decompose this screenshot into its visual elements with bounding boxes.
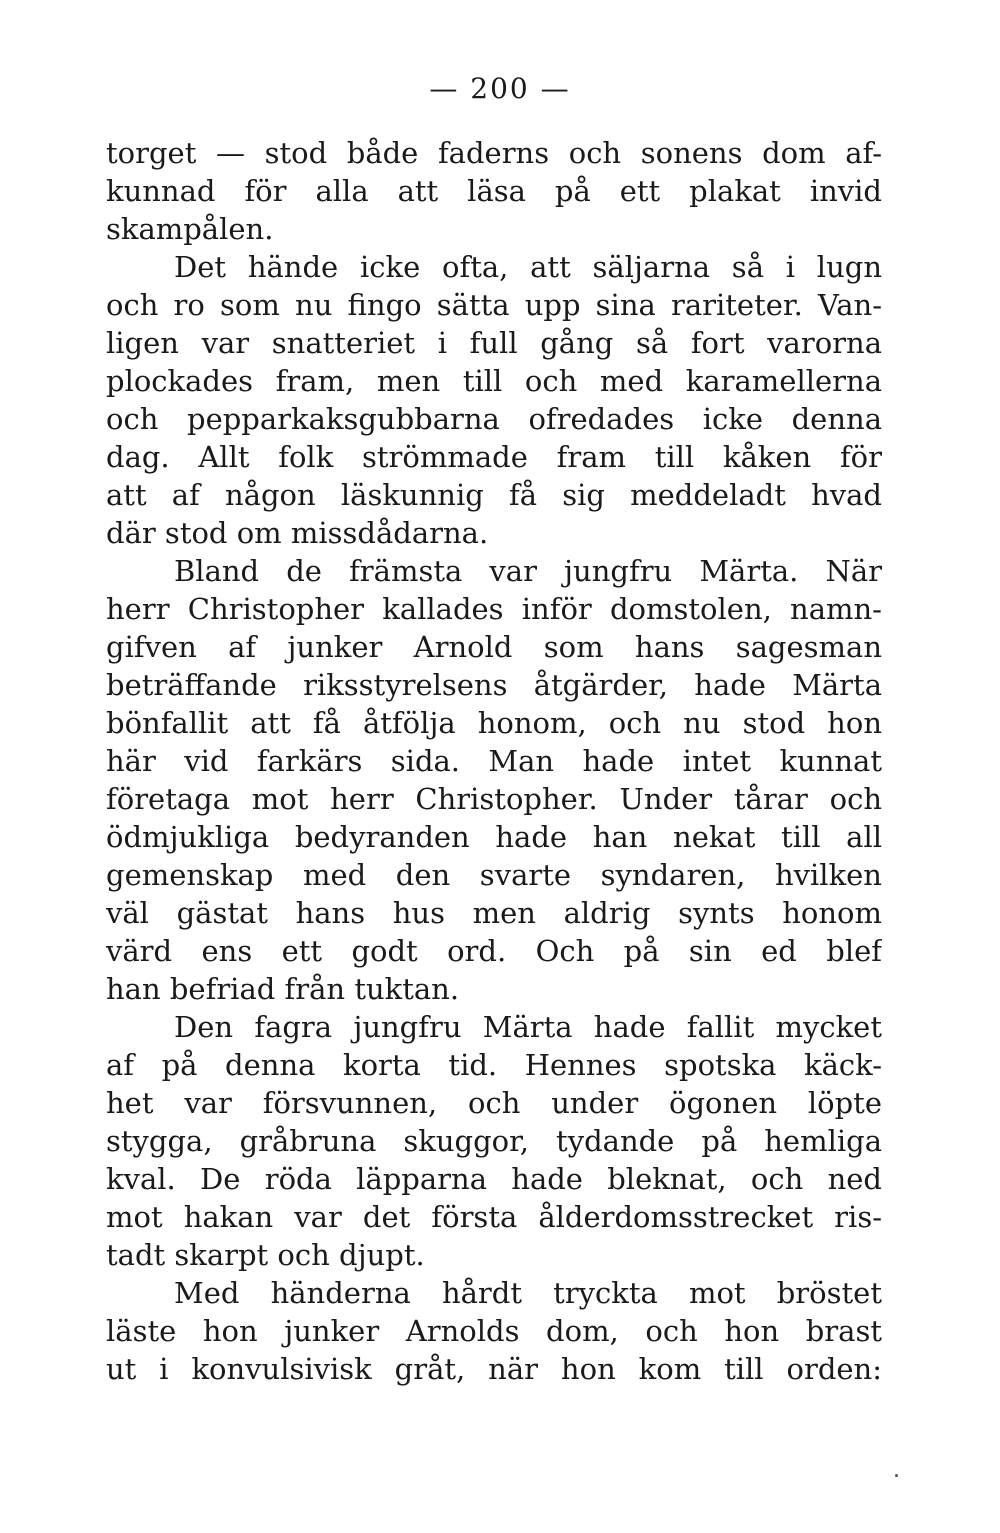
text-line: här vid farkärs sida. Man hade intet kunnat: [106, 744, 882, 778]
text-line: mot hakan var det första ålderdomsstrecket ris-: [106, 1200, 882, 1234]
text-line: han befriad från tuktan.: [106, 972, 460, 1006]
text-line: väl gästat hans hus men aldrig synts honom: [106, 896, 882, 930]
text-line: ligen var snatteriet i full gång så fort varorna: [106, 326, 882, 360]
text-line: beträffande riksstyrelsens åtgärder, hade Märta: [106, 668, 882, 702]
text-line: där stod om missdådarna.: [106, 516, 489, 550]
text-line: Bland de främsta var jungfru Märta. När: [174, 554, 882, 588]
text-line: dag. Allt folk strömmade fram till kåken för: [106, 440, 882, 474]
text-line: het var försvunnen, och under ögonen löpte: [106, 1086, 882, 1120]
text-line: ut i konvulsivisk gråt, när hon kom till orden:: [106, 1352, 882, 1386]
text-line: företaga mot herr Christopher. Under tårar och: [106, 782, 882, 816]
text-line: Det hände icke ofta, att säljarna så i lugn: [174, 250, 882, 284]
text-line: och ro som nu fingo sätta upp sina rariteter. Van-: [106, 288, 882, 322]
text-line: Den fagra jungfru Märta hade fallit mycket: [174, 1010, 882, 1044]
text-line: herr Christopher kallades inför domstolen, namn-: [106, 592, 882, 626]
text-line: värd ens ett godt ord. Och på sin ed blef: [106, 934, 882, 968]
text-line: ödmjukliga bedyranden hade han nekat till all: [106, 820, 882, 854]
page-number: — 200 —: [429, 72, 571, 105]
text-line: tadt skarpt och djupt.: [106, 1238, 425, 1272]
text-line: att af någon läskunnig få sig meddeladt hvad: [106, 478, 882, 512]
text-line: gemenskap med den svarte syndaren, hvilken: [106, 858, 882, 892]
text-line: bönfallit att få åtfölja honom, och nu stod hon: [106, 706, 882, 740]
print-speck: [895, 1474, 898, 1477]
text-line: af på denna korta tid. Hennes spotska käck-: [106, 1048, 882, 1082]
text-line: och pepparkaksgubbarna ofredades icke denna: [106, 402, 882, 436]
text-line: kunnad för alla att läsa på ett plakat invid: [106, 174, 882, 208]
text-line: stygga, gråbruna skuggor, tydande på hemliga: [106, 1124, 882, 1158]
text-body: [106, 134, 882, 1388]
text-line: Med händerna hårdt tryckta mot bröstet: [174, 1276, 882, 1310]
text-line: torget — stod både faderns och sonens dom af-: [106, 136, 882, 170]
text-line: plockades fram, men till och med karamellerna: [106, 364, 882, 398]
text-line: skampålen.: [106, 212, 274, 246]
text-line: kval. De röda läpparna hade bleknat, och ned: [106, 1162, 882, 1196]
text-line: läste hon junker Arnolds dom, och hon brast: [106, 1314, 882, 1348]
text-line: gifven af junker Arnold som hans sagesman: [106, 630, 882, 664]
